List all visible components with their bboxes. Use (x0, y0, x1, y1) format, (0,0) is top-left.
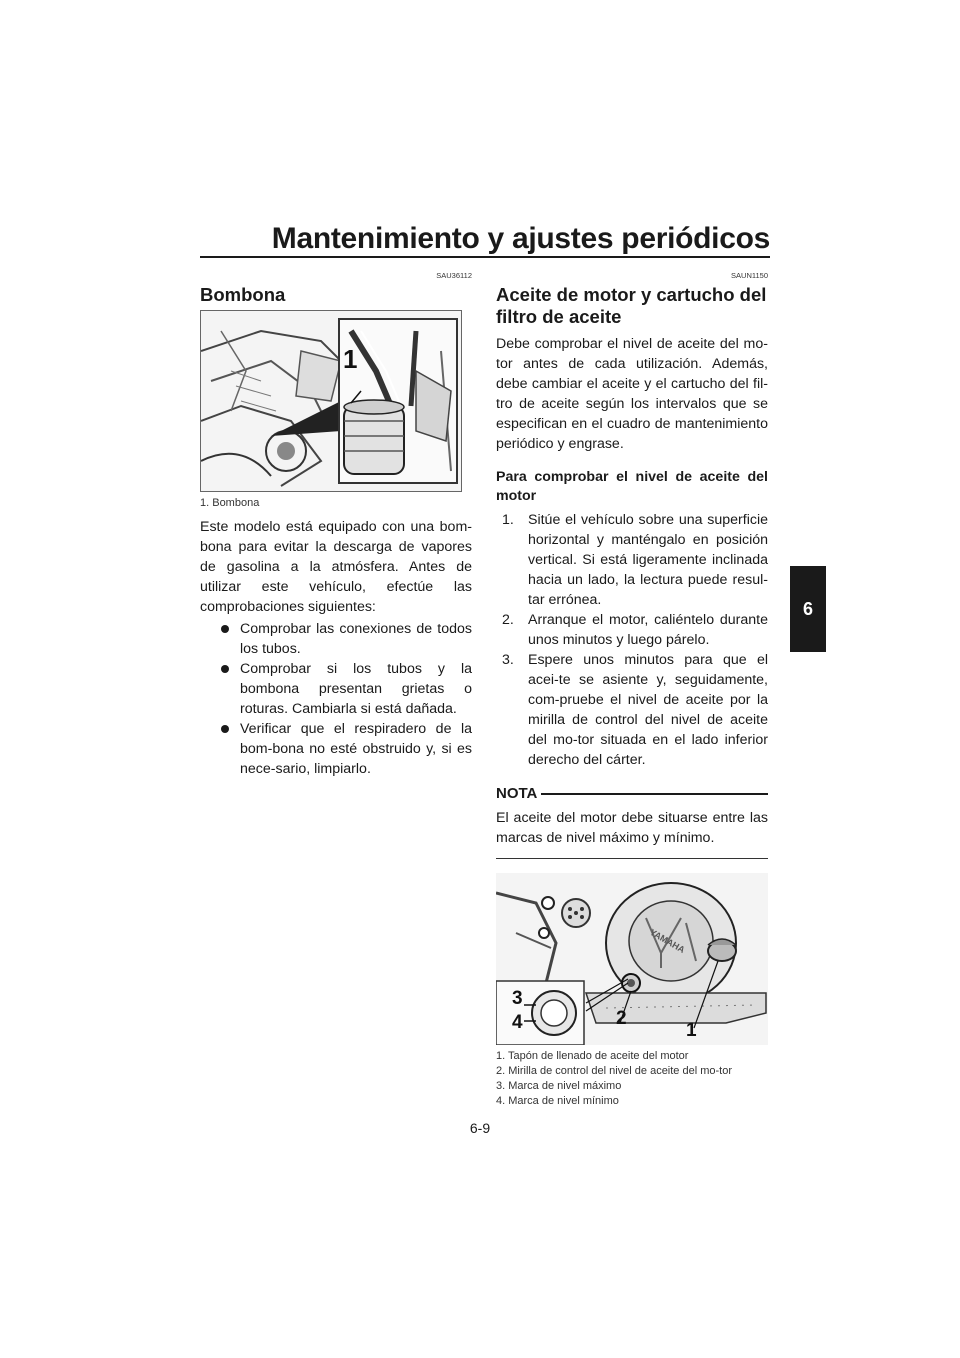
section-title-bombona: Bombona (200, 284, 286, 305)
engine-illustration (496, 873, 768, 1045)
caption-item: 1. Bombona (200, 497, 260, 509)
list-item: 1. Sitúe el vehículo sobre una superficie horizontal y manténgalo en posición vertical. Si está ligeramente inclinada hacia un lado, la lectura puede resul-tar errónea. (502, 512, 768, 608)
chapter-tab[interactable]: 6 (790, 566, 826, 652)
list-item: 2. Arranque el motor, caliéntelo durante unos minutos y luego párelo. (502, 612, 768, 648)
callout-1-canister: 1 (343, 344, 358, 374)
oil-level-figure (496, 873, 768, 1045)
caption-item: 1. Tapón de llenado de aceite del motor (496, 1050, 689, 1062)
check-list (200, 619, 472, 779)
callout-4-min-mark: 4 (512, 1012, 523, 1033)
canister-illustration (201, 311, 461, 491)
callout-3-max-mark: 3 (512, 988, 523, 1009)
intro-paragraph: Debe comprobar el nivel de aceite del mo-tor antes de cada utilización. Además, debe cambiar el aceite y el cartucho del fil-tro de aceite según los intervalos que se especifican en el cuadro de mantenimiento periódico y engrase. (496, 336, 768, 452)
bullet-icon (221, 625, 229, 633)
page-title: Mantenimiento y ajustes periódicos (271, 222, 770, 255)
figure-caption-list (200, 496, 472, 511)
bullet-icon (221, 665, 229, 673)
note-label: NOTA (496, 785, 538, 802)
note-text: El aceite del motor debe situarse entre las marcas de nivel máximo y mínimo. (496, 810, 768, 846)
section-code: SAUN1150 (731, 271, 768, 280)
note-rule (541, 793, 768, 795)
section-title-aceite: Aceite de motor y cartucho del filtro de aceite (496, 284, 767, 327)
brand-logo: YAMAHA (648, 927, 687, 955)
intro-paragraph: Este modelo está equipado con una bom-bona para evitar la descarga de vapores de gasolina a la atmósfera. Antes de utilizar este vehículo, efectúe las comprobaciones siguientes: (200, 519, 472, 615)
callout-1-filler-cap: 1 (686, 1020, 697, 1041)
page-number: 6-9 (469, 1120, 491, 1136)
figure-caption-list (496, 1049, 768, 1109)
caption-item: 4. Marca de nivel mínimo (496, 1095, 619, 1107)
left-column (200, 270, 472, 779)
list-item: Comprobar si los tubos y la bombona presentan grietas o roturas. Cambiarla si está dañada. (218, 659, 472, 719)
subheading-check-oil: Para comprobar el nivel de aceite del motor (496, 469, 768, 504)
list-item: Comprobar las conexiones de todos los tubos. (218, 619, 472, 659)
list-item: 3. Espere unos minutos para que el acei-te se asiente y, seguidamente, com-pruebe el nivel de aceite por la mirilla de control del nivel de aceite del mo-tor situada en el lado inferior derecho del cárter. (502, 652, 768, 768)
bullet-icon (221, 725, 229, 733)
canister-figure (200, 310, 462, 492)
right-column (496, 270, 768, 1109)
list-item: Verificar que el respiradero de la bom-bona no esté obstruido y, si es nece-sario, limpiarlo. (218, 719, 472, 779)
caption-item: 3. Marca de nivel máximo (496, 1080, 622, 1092)
note-header (496, 784, 768, 804)
steps-list (496, 510, 768, 770)
header-rule (200, 256, 770, 258)
note-end-rule (496, 858, 768, 859)
callout-2-sight-glass: 2 (616, 1008, 627, 1029)
section-code: SAU36112 (436, 271, 472, 280)
caption-item: 2. Mirilla de control del nivel de aceite del mo-tor (496, 1065, 733, 1077)
